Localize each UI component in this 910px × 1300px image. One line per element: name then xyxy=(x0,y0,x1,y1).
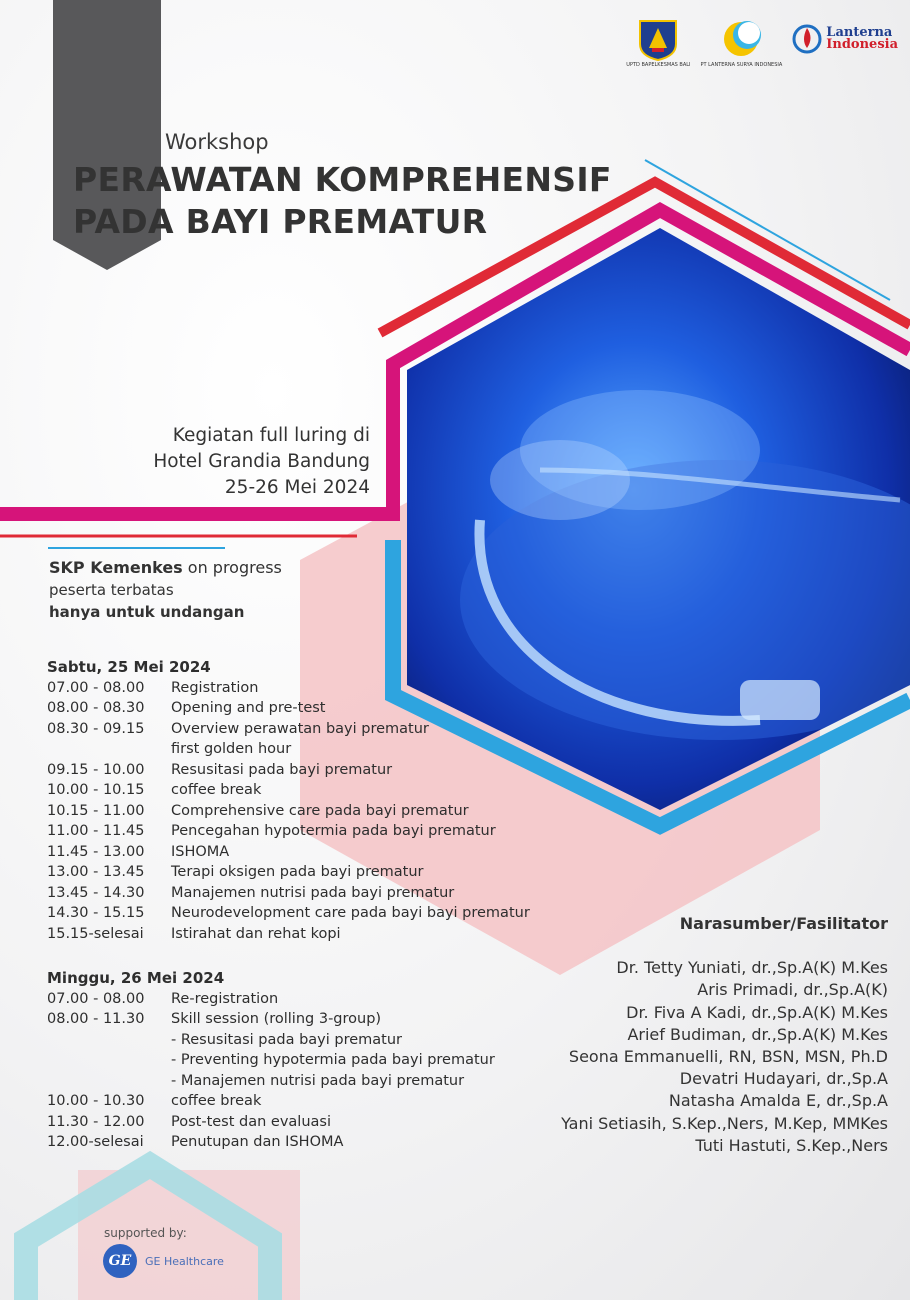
schedule-activity: Pencegahan hypotermia pada bayi prematur xyxy=(171,823,496,839)
partner-logos xyxy=(626,18,898,68)
schedule-row xyxy=(47,821,530,842)
schedule-row xyxy=(47,739,530,760)
schedule-time: 08.00 - 08.30 xyxy=(47,700,145,716)
skp-status: on progress xyxy=(182,558,282,577)
schedule-time xyxy=(47,1050,171,1071)
venue-line-1: Kegiatan full luring di xyxy=(172,425,370,446)
speaker-name: Devatri Hudayari, dr.,Sp.A xyxy=(679,1069,888,1089)
schedule-day-1 xyxy=(47,657,530,944)
schedule-time: 07.00 - 08.00 xyxy=(47,990,145,1007)
speaker-name: Dr. Fiva A Kadi, dr.,Sp.A(K) M.Kes xyxy=(626,1002,888,1022)
schedule-time: 10.00 - 10.15 xyxy=(47,782,145,798)
schedule-row xyxy=(47,1050,495,1071)
schedule-time: 07.00 - 08.00 xyxy=(47,679,145,696)
venue-line-2: Hotel Grandia Bandung xyxy=(153,451,370,472)
speaker-name: Arief Budiman, dr.,Sp.A(K) M.Kes xyxy=(627,1024,888,1044)
title-line-2: PADA BAYI PREMATUR xyxy=(73,202,488,241)
schedule-activity: Re-registration xyxy=(171,990,279,1007)
schedule-row xyxy=(47,719,530,740)
schedule-time: 08.30 - 09.15 xyxy=(47,720,145,737)
schedule-row xyxy=(47,924,530,945)
schedule-row xyxy=(47,698,530,719)
schedule-row xyxy=(47,1112,495,1133)
speaker-name: Dr. Tetty Yuniati, dr.,Sp.A(K) M.Kes xyxy=(616,958,888,978)
schedule-time: 11.00 - 11.45 xyxy=(47,823,145,839)
skp-invite-only: hanya untuk undangan xyxy=(49,603,245,621)
day-2-title: Minggu, 26 Mei 2024 xyxy=(47,969,225,987)
schedule-time: 09.15 - 10.00 xyxy=(47,761,145,778)
schedule-row xyxy=(47,883,530,904)
schedule-activity: first golden hour xyxy=(171,741,292,757)
title-line-1: PERAWATAN KOMPREHENSIF xyxy=(73,160,612,199)
schedule-row xyxy=(47,1030,495,1051)
schedule-time xyxy=(47,1071,171,1092)
schedule-row xyxy=(47,903,530,924)
schedule-row xyxy=(47,1071,495,1092)
schedule-activity: Registration xyxy=(171,679,259,696)
schedule-row xyxy=(47,780,530,801)
lanterna-word: Lanterna xyxy=(826,25,893,40)
supported-by-label: supported by: xyxy=(104,1226,187,1240)
flame-logo-icon xyxy=(792,22,822,56)
speaker-name: Yani Setiasih, S.Kep.,Ners, M.Kep, MMKes xyxy=(561,1113,888,1133)
skp-limited: peserta terbatas xyxy=(49,581,174,599)
ge-healthcare-logo xyxy=(103,1244,224,1278)
logo2-caption: PT LANTERNA SURYA INDONESIA xyxy=(700,62,783,68)
schedule-activity: Terapi oksigen pada bayi prematur xyxy=(171,864,424,880)
skp-bold: SKP Kemenkes xyxy=(49,558,183,577)
speaker-name: Tuti Hastuti, S.Kep.,Ners xyxy=(695,1135,888,1155)
schedule-time: 10.00 - 10.30 xyxy=(47,1093,145,1109)
schedule-time: 11.45 - 13.00 xyxy=(47,843,145,860)
schedule-row xyxy=(47,1132,495,1153)
venue-info xyxy=(153,423,370,501)
schedule-activity: coffee break xyxy=(171,782,262,798)
speakers-heading: Narasumber/Fasilitator xyxy=(679,914,888,933)
logo1-caption: UPTD BAPELKESMAS BALI xyxy=(626,62,691,68)
day-1-title: Sabtu, 25 Mei 2024 xyxy=(47,658,211,676)
schedule-activity: - Resusitasi pada bayi prematur xyxy=(171,1031,402,1048)
venue-dates: 25-26 Mei 2024 xyxy=(224,477,370,498)
schedule-activity: Skill session (rolling 3-group) xyxy=(171,1011,382,1027)
lanterna-surya-logo xyxy=(701,18,783,68)
schedule-activity: - Manajemen nutrisi pada bayi prematur xyxy=(171,1072,465,1089)
schedule-row xyxy=(47,862,530,883)
schedule-time: 12.00-selesai xyxy=(47,1134,144,1150)
schedule-row xyxy=(47,1091,495,1112)
schedule-activity: ISHOMA xyxy=(171,843,230,860)
event-kicker: Workshop xyxy=(165,130,269,154)
ge-healthcare-name: GE Healthcare xyxy=(145,1254,224,1268)
schedule-row xyxy=(47,989,495,1010)
shield-emblem-icon xyxy=(637,18,679,62)
schedule-row xyxy=(47,760,530,781)
skp-info xyxy=(49,557,282,623)
speaker-name: Aris Primadi, dr.,Sp.A(K) xyxy=(697,980,888,1000)
schedule-activity: - Preventing hypotermia pada bayi prematur xyxy=(171,1052,495,1068)
schedule-activity: Comprehensive care pada bayi prematur xyxy=(171,802,469,819)
schedule-day-2 xyxy=(47,968,495,1153)
speaker-name: Seona Emmanuelli, RN, BSN, MSN, Ph.D xyxy=(568,1047,888,1067)
crescent-logo-icon xyxy=(720,18,762,62)
schedule-time: 13.00 - 13.45 xyxy=(47,864,145,880)
schedule-activity: coffee break xyxy=(171,1093,262,1109)
indonesia-word: Indonesia xyxy=(826,37,898,52)
schedule-time: 13.45 - 14.30 xyxy=(47,884,145,901)
schedule-time: 11.30 - 12.00 xyxy=(47,1113,145,1130)
schedule-activity: Post-test dan evaluasi xyxy=(171,1113,331,1130)
schedule-time: 14.30 - 15.15 xyxy=(47,905,145,921)
schedule-row xyxy=(47,801,530,822)
schedule-time: 10.15 - 11.00 xyxy=(47,802,145,819)
schedule-activity: Istirahat dan rehat kopi xyxy=(171,925,341,942)
schedule-time: 08.00 - 11.30 xyxy=(47,1011,145,1027)
schedule-activity: Overview perawatan bayi prematur xyxy=(171,720,429,737)
schedule-activity: Resusitasi pada bayi prematur xyxy=(171,761,393,778)
schedule-row xyxy=(47,842,530,863)
schedule-activity: Penutupan dan ISHOMA xyxy=(171,1134,344,1150)
lanterna-indonesia-logo xyxy=(792,22,898,56)
schedule-time xyxy=(47,739,171,760)
speaker-name: Natasha Amalda E, dr.,Sp.A xyxy=(668,1091,888,1111)
schedule-activity: Manajemen nutrisi pada bayi prematur xyxy=(171,884,455,901)
schedule-row xyxy=(47,1009,495,1030)
speakers-list xyxy=(561,913,888,1157)
schedule-time: 15.15-selesai xyxy=(47,925,144,942)
ge-monogram-icon: GE xyxy=(103,1244,137,1278)
bapelkesmas-logo xyxy=(626,18,690,68)
schedule-row xyxy=(47,678,530,699)
schedule-activity: Opening and pre-test xyxy=(171,700,326,716)
schedule-time xyxy=(47,1030,171,1051)
schedule-activity: Neurodevelopment care pada bayi bayi prematur xyxy=(171,905,530,921)
